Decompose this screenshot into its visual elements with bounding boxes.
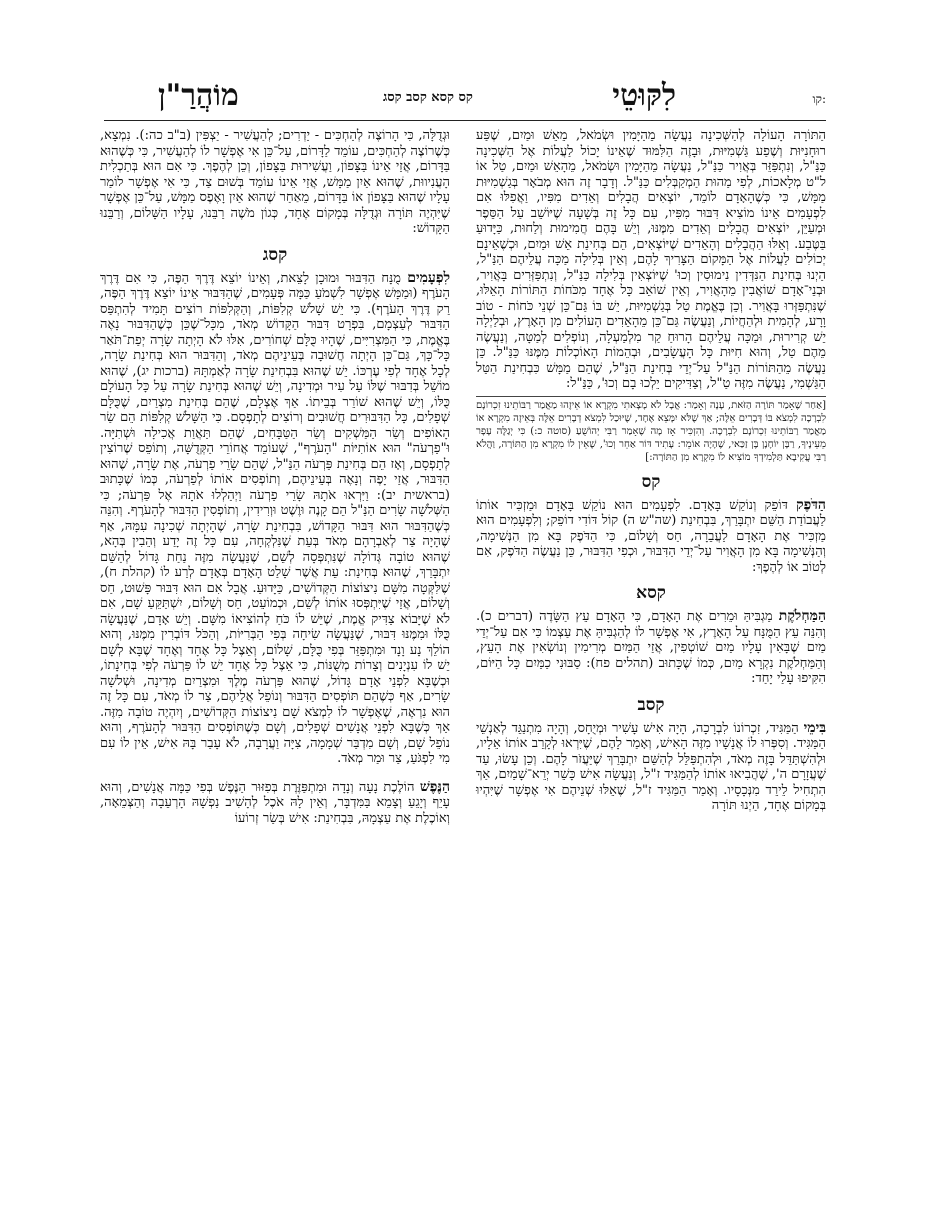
section-heading-161: קסא bbox=[636, 583, 666, 603]
paragraph-text: הוֹלֶכֶת נָעָה וְנָדָה וּמִתְפַּזֶּרֶת בְּפִזּוּר הַנֶּפֶשׁ בְּפִי כַּמָּה אֲנָשִׁים, וְהוּא עָיֵף וְיָגֵעַ וְצָמֵא בַּמִּדְבָּר, וְאֵין לָהּ אֹכֶל לְהָשִׁיב נַפְשָׁהּ הָרְעֵבָה וְהַצְּמֵאָה, וְאוֹכֶלֶת אֶת עַצְמָהּ, בִּבְחִינַת: אִישׁ בְּשַׂר זְרוֹעוֹ bbox=[100, 779, 450, 826]
paragraph bbox=[100, 780, 450, 827]
paragraph-text: מֻנָּח הַדִּבּוּר וּמוּכָן לָצֵאת, וְאֵינוֹ יוֹצֵא דֶּרֶךְ הַפֶּה, כִּי אִם דֶּרֶךְ הָעֹרֶף (וּמַמָּשׁ אֶפְשָׁר לִשְׁמֹעַ כַּמָּה פְּעָמִים, שֶׁהַדִּבּוּר אֵינוֹ יוֹצֵא דֶּרֶךְ הַפֶּה, רַק דֶּרֶךְ הָעֹרֶף). כִּי יֵשׁ שָׁלֹשׁ קְלִפּוֹת, וְהַקְּלִפּוֹת רוֹצִים תָּמִיד לְהִתְפַּס הַדִּבּוּר לְעַצְמָם, בִּפְרָט דִּבּוּר הַקָּדוֹשׁ מְאֹד, מִכָּל־שֶׁכֵּן כְּשֶׁהַדִּבּוּר נָאֶה בֶּאֱמֶת, כִּי הַמִּצְרִיִּים, שֶׁהָיוּ כֻּלָּם שְׁחוֹרִים, אִלּוּ לֹא הָיְתָה שָׂרָה יְפַת־תֹּאַר כָּל־כָּךְ, גַּם־כֵּן הָיְתָה חֲשׁוּבָה בְּעֵינֵיהֶם מְאֹד, וְהַדִּבּוּר הוּא בְּחִינַת שָׂרָה, לְכָל אֶחָד לְפִי עֶרְכּוֹ. יֵשׁ שֶׁהוּא בִּבְחִינַת שָׂרָה לְאַמְתָּהּ (ברכות יג), שֶׁהוּא מוֹשֵׁל בְּדִבּוּר שֶׁלּוֹ עַל עִיר וּמְדִינָה, וְיֵשׁ שֶׁהוּא בְּחִינַת שָׂרָה עַל כָּל הָעוֹלָם כֻּלּוֹ, וְיֵשׁ שֶׁהוּא שׁוֹרֵר בְּבֵיתוֹ. אַךְ אֶצְלָם, שֶׁהֵם בְּחִינַת מִצְרַיִם, שֶׁכֻּלָּם שְׁפָלִים, כָּל הַדִּבּוּרִים חֲשׁוּבִים וְרוֹצִים לְתָפְסָם. כִּי הַשָּׁלֹשׁ קְלִפּוֹת הֵם שַׂר הָאוֹפִים וְשַׂר הַמַּשְׁקִים וְשַׂר הַטַּבָּחִים, שֶׁהֵם תַּאֲוַת אֲכִילָה וּשְׁתִיָּה. וּ"פַרְעֹה" הוּא אוֹתִיּוֹת "הָעֹרֶף", שֶׁעוֹמֵד אֲחוֹרֵי הַקְּדֻשָּׁה, וְתוֹפֵס שֶׁרוֹצִין לְתָפְסָם, וְאָז הֵם בְּחִינַת פַּרְעֹה הַנַּ"ל, שֶׁהֵם שָׂרֵי פַרְעֹה, אֶת שָׂרָה, שֶׁהוּא הַדִּבּוּר, אֲזַי יָפֶה וְנָאֶה בְּעֵינֵיהֶם, וְתוֹפְסִים אוֹתוֹ לְפַרְעֹה, כְּמוֹ שֶׁכָּתוּב (בראשית יב): וַיִּרְאוּ אֹתָהּ שָׂרֵי פַרְעֹה וַיְהַלְלוּ אֹתָהּ אֶל פַּרְעֹה; כִּי הַשְּׁלֹשָׁה שָׂרִים הַנַּ"ל הֵם קָנֶה וּוֶשֶׁט וּוְרִידִין, וְתוֹפְסִין הַדִּבּוּר לְהָעֹרֶף. וְהִנֵּה כְּשֶׁהַדִּבּוּר הוּא דִּבּוּר הַקָּדוֹשׁ, בִּבְחִינַת שָׂרָה, שֶׁהָיְתָה שְׁכִינָה עִמָּהּ, אַף שֶׁהָיָה צַר לְאַבְרָהָם מְאֹד בְּעֵת שֶׁנִּלְקְחָה, עִם כָּל זֶה יָדַע וְהֵבִין בְּהָא, שֶׁהוּא טוֹבָה גְּדוֹלָה שֶׁנִּתְפְּסָה לְשֵׁם, שֶׁנַּעֲשָׂה מִזֶּה נַחַת גָּדוֹל לְהַשֵּׁם יִתְבָּרַךְ, שֶׁהוּא בְּחִינַת: עֵת אֲשֶׁר שָׁלַט הָאָדָם בְּאָדָם לְרַע לוֹ (קהלת ח), שֶׁלִּקְּטָה מִשָּׁם נִיצוֹצוֹת הַקְּדוֹשִׁים, כַּיָּדוּעַ. אֲבָל אִם הוּא דִּבּוּר פָּשׁוּט, חַס וְשָׁלוֹם, אֲזַי שֶׁיִּתְפְּסוּ אוֹתוֹ לְשֵׁם, וּכְמוֹעֵט, חַס וְשָׁלוֹם, יִשְׁתַּקֵּעַ שָׁם, אִם לֹא שֶׁיָּבוֹא צַדִּיק אֱמֶת, שֶׁיֵּשׁ לוֹ כֹּחַ לְהוֹצִיאוֹ מִשָּׁם. וְיֵשׁ אָדָם, שֶׁנַּעֲשָׂה כֻּלּוֹ וּמִמֶּנּוּ דִּבּוּר, שֶׁנַּעֲשָׂה שִׂיחָה בְּפִי הַבְּרִיּוֹת, וְהַכֹּל דּוֹבְרִין מִמֶּנּוּ, וְהוּא הוֹלֵךְ נָע וָנָד וּמִתְפַּזֵּר בְּפִי כֻּלָּם, שָׁלוֹם, וְאֵצֶל כָּל אֶחָד וְאֶחָד שֶׁבָּא לְשָׁם יֵשׁ לוֹ עִנְיָנִים וְצָרוֹת מְשֻׁנּוֹת, כִּי אֵצֶל כָּל אֶחָד יֵשׁ לוֹ פַּרְעֹה לְפִי בְּחִינָתוֹ, וּכְשֶׁבָּא לִפְנֵי אָדָם גָּדוֹל, שֶׁהוּא פַּרְעֹה מֶלֶךְ וּמִצְרַיִם מְדִינָה, וּשְׁלֹשָׁה שָׂרִים, אַף כְּשֶׁהֵם תּוֹפְסִים הַדִּבּוּר וְנוֹפֵל אֲלֵיהֶם, צַר לוֹ מְאֹד, עִם כָּל זֶה הוּא נִרְאֶה, שֶׁאֶפְשָׁר לוֹ לִמְצֹא שָׁם נִיצוֹצוֹת הַקְּדוֹשִׁים, וְיִהְיֶה טוֹבָה מִזֶּה. אַךְ כְּשֶׁבָּא לִפְנֵי אֲנָשִׁים שְׁפָלִים, וְשָׁם כְּשֶׁתּוֹפְסִים הַדִּבּוּר לְהָעֹרֶף, וְהוּא נוֹפֵל שָׁם, וְשָׁם מִדְבַּר שְׁמָמָה, צִיָּה וַעֲרָבָה, לֹא עָבַר בָּהּ אִישׁ, אֵין לוֹ עִם מִי לִפְגֹּעַ, צַר וּמַר מְאֹד. bbox=[100, 270, 450, 766]
page-header bbox=[108, 80, 826, 112]
lead-word: הַנֶּפֶשׁ bbox=[419, 778, 450, 795]
paragraph bbox=[476, 721, 826, 814]
paragraph-text: מַגְבִּיהַּ וּמֵרִים אֶת הָאָדָם, כִּי הָאָדָם עֵץ הַשָּׂדֶה (דברים כ). וְהִנֵּה עֵץ הַמֻּנָּח עַל הָאָרֶץ, אִי אֶפְשָׁר לוֹ לְהַגְבִּיהַּ אֶת עַצְמוֹ כִּי אִם עַל־יְדֵי מַיִם שֶׁבָּאִין עָלָיו מַיִם שׁוֹטְפִין, אֲזַי הַמַּיִם מְרִימִין וְנוֹשְׂאִין אֶת הָעֵץ, וְהַמַּחְלֹקֶת נִקְרָא מַיִם, כְּמוֹ שֶׁכָּתוּב (תהלים פח): סַבּוּנִי כַמַּיִם כָּל הַיּוֹם, הִקִּיפוּ עָלַי יָחַד: bbox=[476, 609, 826, 686]
paragraph: הַתּוֹרָה הָעוֹלָה לְהַשְּׁכִינָה נַעֲשָׂה מֵהַיָּמִין וּשְׂמֹאל, מֵאֵשׁ וּמַיִם, שֶׁפַּע רוּחָנִיּוּת וְשֶׁפַע גַּשְׁמִיּוּת, וּבָזֶה הַלִּמּוּד שֶׁאֵינוֹ יָכוֹל לַעֲלוֹת אֶל הַשְּׁכִינָה כַּנַּ"ל, וְנִתְפַּזֵּר בְּאֲוִיר כַּנַּ"ל, נַעֲשָׂה מֵהַיָּמִין וּשְׂמֹאל, מֵהָאֵשׁ וּמַיִם, טַל אוֹ ל"ט מְלָאכוֹת, לְפִי מַהוּת הַמְקַבְּלִים כַּנַּ"ל. וְדָבָר זֶה הוּא מְבֹאָר בְּגַשְׁמִיּוּת מַמָּשׁ, כִּי כְּשֶׁהָאָדָם לוֹמֵד, יוֹצְאִים הֲבָלִים וְאֵדִים מִפִּיו, וַאֲפִלּוּ אִם לִפְעָמִים אֵינוֹ מוֹצִיא דִּבּוּר מִפִּיו, עִם כָּל זֶה בְּשָׁעָה שֶׁיּוֹשֵׁב עַל הַסֵּפֶר וּמְעַיֵּן, יוֹצְאִים הֲבָלִים וְאֵדִים מִמֶּנּוּ, וְיֵשׁ בָּהֶם חֲמִימוּת וְלַחוּת, כַּיָּדוּעַ בַּטֶּבַע. וְאֵלּוּ הַהֲבָלִים וְהָאֵדִים שֶׁיּוֹצְאִים, הֵם בְּחִינַת אֵשׁ וּמַיִם, וּכְשֶׁאֵינָם יְכוֹלִים לַעֲלוֹת אֶל הַמָּקוֹם הַצָּרִיךְ לָהֶם, וְאֵין בְּלִילָה מַכָּה עֲלֵיהֶם הַנַּ"ל, הַיְנוּ בְּחִינַת הַנִּדְּדִין נִימוּסִין וְכוּ' שֶׁיּוֹצְאִין בְּלִילָה כַּנַּ"ל, וְנִתְפַּזְּרִים בָּאֲוִיר, וּבְנֵי־אָדָם שׁוֹאֲבִין מֵהָאֲוִיר, וְאֵין שׁוֹאֵב כָּל אֶחָד מִכֹּחוֹת הַתּוֹרוֹת הָאֵלּוּ, שֶׁנִּתְפַּזְּרוּ בָּאֲוִיר. וְכֵן בֶּאֱמֶת טַל בְּגַשְׁמִיּוּת, יֵשׁ בּוֹ גַּם־כֵּן שְׁנֵי כֹּחוֹת - טוֹב וָרָע, לְהָמִית וּלְהַחֲיוֹת, וְנַעֲשֶׂה גַּם־כֵּן מֵהָאֵדִים הָעוֹלִים מִן הָאָרֶץ, וּבְלַיְלָה יֵשׁ קְרִירוּת, וּמַכָּה עֲלֵיהֶם הָרוּחַ קַר מִלְמַעְלָה, וְנוֹפְלִים לְמַטָּה, וְנַעֲשֶׂה מֵהֶם טַל, וְהוּא חִיּוּת כָּל הָעֲשָׂבִים, וּבְהֵמוֹת הָאוֹכְלוֹת מִמֶּנּוּ כַּנַּ"ל. כֵּן נַעֲשֶׂה מֵהַתּוֹרוֹת הַנַּ"ל עַל־יְדֵי בְּחִינַת הַנַּ"ל, שֶׁהֵם מַמָּשׁ כִּבְחִינַת הַטַּל הַגַּשְׁמִי, נַעֲשֶׂה מִזֶּה טַ"ל, וְצַדִּיקִים יֵלְכוּ בָם וְכוּ', כַּנַּ"ל: bbox=[476, 128, 826, 391]
spacer bbox=[100, 770, 450, 780]
paragraph bbox=[100, 271, 450, 767]
bracketed-note: [אַחַר שֶׁאָמַר תּוֹרָה הַזֹּאת, עָנָה וְאָמַר: אֲבָל לֹא מָצָאתִי מִקְרָא אוֹ אֵיזֶהוּ מַאֲמַר רַבּוֹתֵינוּ זִכְרוֹנָם לִבְרָכָה לִמְצֹא בּוֹ דְּבָרִים אֵלֶּה; אַךְ שֶׁלֹּא יִמָּצֵא אֶחָד, שֶׁיּוּכַל לִמְצֹא דְבָרִים אֵלֶּה בְּאֵיזֶה מִקְרָא אוֹ מַאֲמַר רַבּוֹתֵינוּ זִכְרוֹנָם לִבְרָכָה. וְהִזְכִּיר אָז מָה שֶׁאָמַר רַבִּי יְהוֹשֻׁעַ (סוטה כ:) כִּי יְגַלֶּה עָפָר מֵעֵינֶיךָ, רַבָּן יוֹחָנָן בֶּן זַכַּאי, שֶׁהָיָה אוֹמֵר: עָתִיד דּוֹר אַחֵר וְכוּ', שֶׁאֵין לוֹ מִקְרָא מִן הַתּוֹרָה, וַהֲלֹא רַבִּי עֲקִיבָא תַּלְמִידְךָ מוֹצִיא לוֹ מִקְרָא מִן הַתּוֹרָה:] bbox=[476, 396, 826, 464]
section-heading-163: קסג bbox=[262, 244, 288, 265]
folio-number: קו: bbox=[812, 92, 826, 106]
section-heading-160: קס bbox=[641, 471, 661, 492]
running-title-left: מוֹהֲרַ"ן bbox=[158, 78, 239, 113]
paragraph-text: דּוֹפֵק וְנוֹקֵשׁ בָּאָדָם. לִפְעָמִים הוּא נוֹקֵשׁ בָּאָדָם וּמַזְכִּיר אוֹתוֹ לַעֲבוֹדַת הַשֵּׁם יִתְבָּרַךְ, בִּבְחִינַת (שה"ש ה) קוֹל דּוֹדִי דוֹפֵק; וְלִפְעָמִים הוּא מַזְכִּיר אֶת הָאָדָם לַעֲבֵרָה, חַס וְשָׁלוֹם, כִּי הַדֹּפֶק בָּא מִן הַנְּשִׁימָה, וְהַנְּשִׁימָה בָּא מִן הָאֲוִיר עַל־יְדֵי הַדִּבּוּר, וּכְפִי הַדִּבּוּר, כֵּן נַעֲשֶׂה הַדֹּפֶק, אִם לְטוֹב אוֹ לְהֶפֶךְ: bbox=[476, 497, 826, 575]
lead-word: הַדֹּפֶק bbox=[796, 496, 826, 513]
paragraph bbox=[476, 609, 826, 687]
paragraph: וּגְדֻלָּה, כִּי הָרוֹצֶה לְהַחְכִּים - יַדְרִים; לְהַעֲשִׁיר - יַצְפִּין (ב"ב כה:). נִמְצָא, כְּשֶׁרוֹצֶה לְהַחְכִּים, עוֹמֵד לַדָּרוֹם, עַל־כֵּן אִי אֶפְשָׁר לוֹ לְהַעֲשִׁיר, כִּי כְּשֶׁהוּא בַּדָּרוֹם, אֲזַי אֵינוֹ בַּצָּפוֹן, וַעֲשִׁירוּת בַּצָּפוֹן, וְכֵן לְהֶפֶךְ. כִּי אִם הוּא בְּתַכְלִית הָעֲנִיווּת, שֶׁהוּא אַיִן מַמָּשׁ, אֲזַי אֵינוֹ עוֹמֵד בְּשׁוּם צַד, כִּי אִי אֶפְשָׁר לוֹמַר עָלָיו שֶׁהוּא בַּצָּפוֹן אוֹ בַּדָּרוֹם, מֵאַחַר שֶׁהוּא אַיִן וָאֶפֶס מַמָּשׁ, עַל־כֵּן אֶפְשָׁר שֶׁיִּהְיֶה תּוֹרָה וּגְדֻלָּה בְּמָקוֹם אֶחָד, כְּגוֹן מֹשֶׁה רַבֵּנוּ, עָלָיו הַשָּׁלוֹם, וְרַבֵּנוּ הַקָּדוֹשׁ: bbox=[100, 128, 450, 236]
section-range: קס קסא קסב קסג bbox=[383, 90, 473, 105]
left-text-column bbox=[100, 128, 450, 829]
lead-word: הַמַּחְלֹקֶת bbox=[778, 608, 826, 624]
running-title-right: לִקּוּטֵי bbox=[612, 78, 676, 113]
lead-word: לִפְעָמִים bbox=[407, 269, 450, 286]
header-rule bbox=[104, 120, 826, 121]
paragraph-text: הַמַּגִּיד, זִכְרוֹנוֹ לִבְרָכָה, הָיָה אִישׁ עָשִׁיר וּמְיֻחָס, וְהָיָה מִתְנַגֵּד לְאַנְשֵׁי הַמַּגִּיד. וְסִפְּרוּ לוֹ אֲנָשָׁיו מִזֶּה הָאִישׁ, וְאָמַר לָהֶם, שֶׁיִּרְאוּ לְקָרֵב אוֹתוֹ אֵלָיו, וּלְהִשְׁתַּדֵּל בָּזֶה מְאֹד, וּלְהִתְפַּלֵּל לְהַשֵּׁם יִתְבָּרַךְ שֶׁיַּעֲזֹר לָהֶם. וְכֵן עָשׂוּ, עַד שֶׁעֲזָרָם ה', שֶׁהֲבִיאוּ אוֹתוֹ לְהַמַּגִּיד ז"ל, וְנַעֲשָׂה אִישׁ כָּשֵׁר יְרֵא־שָׁמַיִם, אַךְ הִתְחִיל לֵירֵד מִנְּכָסָיו. וְאָמַר הַמַּגִּיד ז"ל, שֶׁאֵלּוּ שְׁנֵיהֶם אִי אֶפְשָׁר שֶׁיִּהְיוּ בְּמָקוֹם אֶחָד, הַיְנוּ תּוֹרָה bbox=[476, 720, 826, 813]
paragraph bbox=[476, 498, 826, 576]
lead-word: בִּימֵי bbox=[803, 719, 827, 736]
section-heading-162: קסב bbox=[637, 694, 665, 715]
right-text-column bbox=[476, 128, 826, 817]
